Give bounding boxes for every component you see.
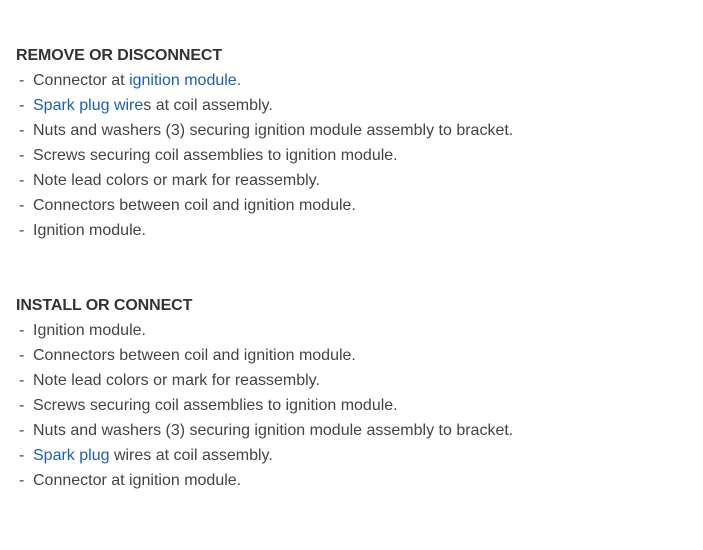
list-item [16, 68, 513, 93]
item-text: Screws securing coil assemblies to ignition module. [33, 397, 398, 414]
spark-plug-wire-link[interactable]: Spark plug wire [33, 97, 144, 114]
list-item [16, 143, 513, 168]
list-item [16, 318, 513, 343]
item-text: s at coil assembly. [143, 97, 273, 114]
item-text: Connector at ignition module. [33, 472, 242, 489]
list-dash: - [19, 372, 25, 389]
item-text: Connectors between coil and ignition module. [33, 197, 356, 214]
list-dash: - [19, 472, 25, 489]
list-dash: - [19, 147, 25, 164]
list-dash: - [19, 172, 25, 189]
item-text: Connector at [33, 72, 130, 89]
remove-section [16, 43, 513, 243]
install-section [16, 293, 513, 493]
list-dash: - [19, 72, 25, 89]
item-text: Nuts and washers (3) securing ignition module assembly to bracket. [33, 422, 514, 439]
install-heading: INSTALL OR CONNECT [16, 297, 193, 314]
item-text: Connectors between coil and ignition module. [33, 347, 356, 364]
list-dash: - [19, 322, 25, 339]
item-text: Note lead colors or mark for reassembly. [33, 172, 320, 189]
list-dash: - [19, 347, 25, 364]
remove-heading: REMOVE OR DISCONNECT [16, 47, 223, 64]
list-item [16, 93, 513, 118]
item-text: wires at coil assembly. [109, 447, 273, 464]
list-dash: - [19, 122, 25, 139]
list-dash: - [19, 97, 25, 114]
list-item [16, 193, 513, 218]
list-item [16, 343, 513, 368]
list-dash: - [19, 447, 25, 464]
list-dash: - [19, 222, 25, 239]
list-dash: - [19, 422, 25, 439]
list-item [16, 168, 513, 193]
list-dash: - [19, 397, 25, 414]
list-item [16, 418, 513, 443]
item-text: Ignition module. [33, 322, 146, 339]
ignition-module-link[interactable]: ignition module. [129, 72, 242, 89]
list-item [16, 218, 513, 243]
item-text: Screws securing coil assemblies to ignition module. [33, 147, 398, 164]
item-text: Ignition module. [33, 222, 146, 239]
list-item [16, 468, 513, 493]
list-item [16, 118, 513, 143]
list-item [16, 368, 513, 393]
item-text: Note lead colors or mark for reassembly. [33, 372, 320, 389]
item-text: Nuts and washers (3) securing ignition module assembly to bracket. [33, 122, 514, 139]
spark-plug-link[interactable]: Spark plug [33, 447, 110, 464]
list-dash: - [19, 197, 25, 214]
list-item [16, 393, 513, 418]
list-item [16, 443, 513, 468]
